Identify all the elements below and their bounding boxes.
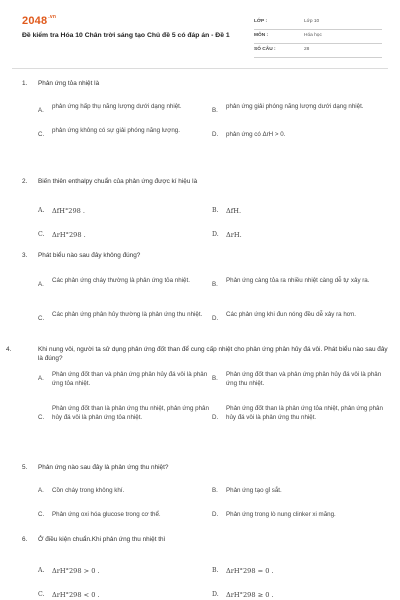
question-stem: 4. Khi nung vôi, người ta sử dụng phản ứng đốt than để cung cấp nhiệt cho phản ứng phân hủy đá vôi. Phát biểu nào sau đây là đúng? bbox=[6, 346, 388, 362]
question-stem: 2. Biến thiên enthalpy chuẩn của phản ứng được kí hiệu là bbox=[22, 178, 198, 185]
meta-value: 28 bbox=[304, 47, 310, 52]
question-stem: 1. Phản ứng tỏa nhiệt là bbox=[22, 80, 100, 87]
meta-value: Lớp 10 bbox=[304, 19, 320, 24]
question-2: 2. Biến thiên enthalpy chuẩn của phản ứng được kí hiệu là A. ΔfH°298 . B. ΔfH. C. ΔrH°298 . D. ΔrH. bbox=[22, 178, 388, 237]
question-stem: 6. Ở điều kiện chuẩn.Khi phản ứng thu nhiệt thì bbox=[22, 536, 166, 543]
question-6: 6. Ở điều kiện chuẩn.Khi phản ứng thu nhiệt thì A. ΔrH°298 > 0 . B. ΔrH°298 = 0 . C. ΔrH°298 < 0 . D. ΔrH°298 ≥ 0 . bbox=[22, 536, 388, 600]
question-3: 3. Phát biểu nào sau đây không đúng? A. Các phản ứng cháy thường là phản ứng tỏa nhiệt. B. Phản ứng càng tỏa ra nhiều nhiệt càng dễ tự xảy ra. C. Các phản ứng phân hủy thường là phản ứng thu nhiệt. D. Các phản ứng khi đun nóng đều dễ xảy ra hơn. bbox=[22, 252, 388, 321]
meta-info bbox=[254, 16, 382, 58]
document-header bbox=[22, 14, 382, 58]
header-divider bbox=[12, 68, 388, 69]
meta-label: MÔN : bbox=[254, 33, 269, 38]
site-logo[interactable]: $2048^{.vn}$ bbox=[22, 14, 57, 27]
document-title: Đề kiểm tra Hóa 10 Chân trời sáng tạo Chủ đề 5 có đáp án - Đề 1 bbox=[22, 32, 230, 39]
question-1: 1. Phản ứng tỏa nhiệt là A. phản ứng hấp thụ năng lượng dưới dạng nhiệt. B. phản ứng giải phóng năng lượng dưới dạng nhiệt. C. phản ứng không có sự giải phóng năng lượng. D. phản ứng có ΔrH > 0. bbox=[22, 80, 388, 133]
meta-value: Hóa học bbox=[304, 33, 322, 38]
meta-label: LỚP : bbox=[254, 19, 268, 24]
question-stem: 5. Phản ứng nào sau đây là phản ứng thu nhiệt? bbox=[22, 464, 169, 471]
question-4: 4. Khi nung vôi, người ta sử dụng phản ứng đốt than để cung cấp nhiệt cho phản ứng phân hủy đá vôi. Phát biểu nào sau đây là đúng? A. Phản ứng đốt than và phản ứng phân hủy đá vôi là phản ứng tỏa nhiệt. B. Phản ứng đốt than và phản ứng phân hủy đá vôi là phản ứng thu nhiệt. C. Phản ứng đốt than là phản ứng thu nhiệt, phản ứng phân hủy đá vôi là phản ứng tỏa nhiệt. D. Phản ứng đốt than là phản ứng tỏa nhiệt, phản ứng phân hủy đá vôi là phản ứng thu nhiệt. bbox=[6, 346, 388, 422]
meta-row-subject bbox=[254, 30, 382, 44]
question-stem: 3. Phát biểu nào sau đây không đúng? bbox=[22, 252, 141, 259]
question-5: 5. Phản ứng nào sau đây là phản ứng thu nhiệt? A. Cồn cháy trong không khí. B. Phản ứng tạo gỉ sắt. C. Phản ứng oxi hóa glucose trong cơ thể. D. Phản ứng trong lò nung clinker xi măng. bbox=[22, 464, 388, 523]
meta-row-count bbox=[254, 44, 382, 58]
meta-row-class bbox=[254, 16, 382, 30]
meta-label: SỐ CÂU : bbox=[254, 47, 276, 52]
